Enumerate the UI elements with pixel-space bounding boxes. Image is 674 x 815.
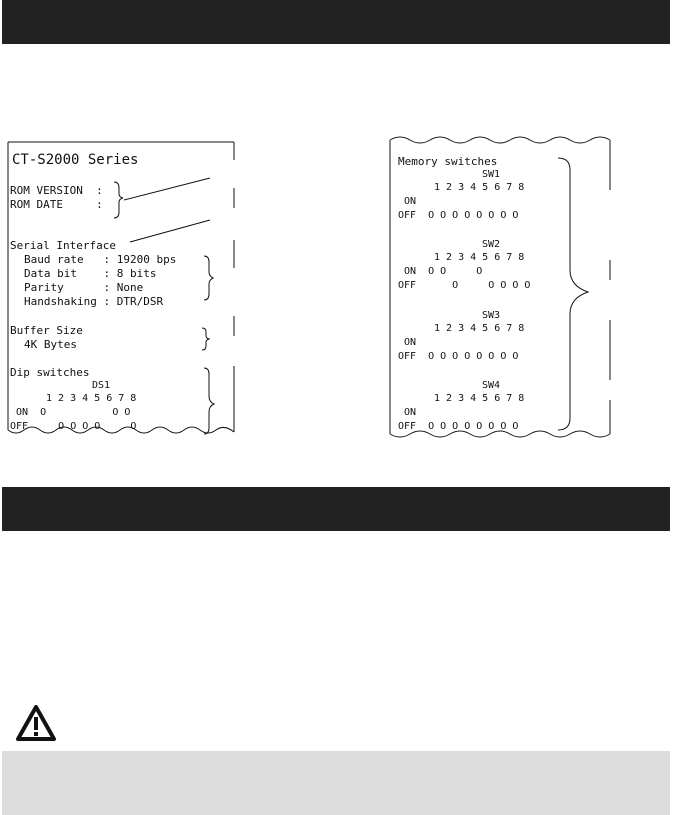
sw3-on-row: ON [398,337,417,348]
brace-serial [204,256,213,300]
sw1-on-row: ON [398,196,417,207]
brace-memory [558,158,588,430]
sw2-off-row: OFF O O O O O [398,280,531,291]
sw4-on-row: ON [398,407,417,418]
sw2-label: SW2 [482,239,501,250]
caution-note-box [2,751,670,815]
brace-dip [204,368,214,434]
sw4-numbers: 1 2 3 4 5 6 7 8 [434,393,525,404]
brace-buffer [202,328,209,350]
memory-switch-printout-right [388,130,614,442]
sw4-label: SW4 [482,380,501,391]
dip-off-row: OFF O O O O O [10,421,137,432]
ds1-label: DS1 [92,380,111,391]
sw1-numbers: 1 2 3 4 5 6 7 8 [434,182,525,193]
sw2-numbers: 1 2 3 4 5 6 7 8 [434,252,525,263]
self-test-printout-left [6,140,238,440]
dip-on-row: ON O O O [10,407,131,418]
sw3-numbers: 1 2 3 4 5 6 7 8 [434,323,525,334]
buffer-size-value: 4K Bytes [24,338,77,351]
sw3-off-row: OFF O O O O O O O O [398,351,519,362]
sw3-label: SW3 [482,310,501,321]
warning-triangle-icon [15,704,57,742]
serial-row: Baud rate : 19200 bps [24,253,177,266]
serial-row: Data bit : 8 bits [24,267,157,280]
brace-rom [114,182,123,218]
sw4-off-row: OFF O O O O O O O O [398,421,519,432]
receipt-title: CT-S2000 Series [12,152,139,168]
buffer-size-label: Buffer Size [10,324,83,337]
sw1-off-row: OFF O O O O O O O O [398,210,519,221]
rom-date-label: ROM DATE : [10,198,103,211]
sw1-label: SW1 [482,169,501,180]
dip-numbers: 1 2 3 4 5 6 7 8 [46,393,137,404]
memory-switches-title: Memory switches [398,155,498,168]
serial-row: Handshaking : DTR/DSR [24,295,164,308]
rom-version-label: ROM VERSION : [10,184,103,197]
section-header-bar-middle [2,487,670,531]
serial-interface-label: Serial Interface [10,239,116,252]
sw2-on-row: ON O O O [398,266,483,277]
serial-row: Parity : None [24,281,144,294]
section-header-bar-top [2,0,670,44]
dip-switches-label: Dip switches [10,366,90,379]
